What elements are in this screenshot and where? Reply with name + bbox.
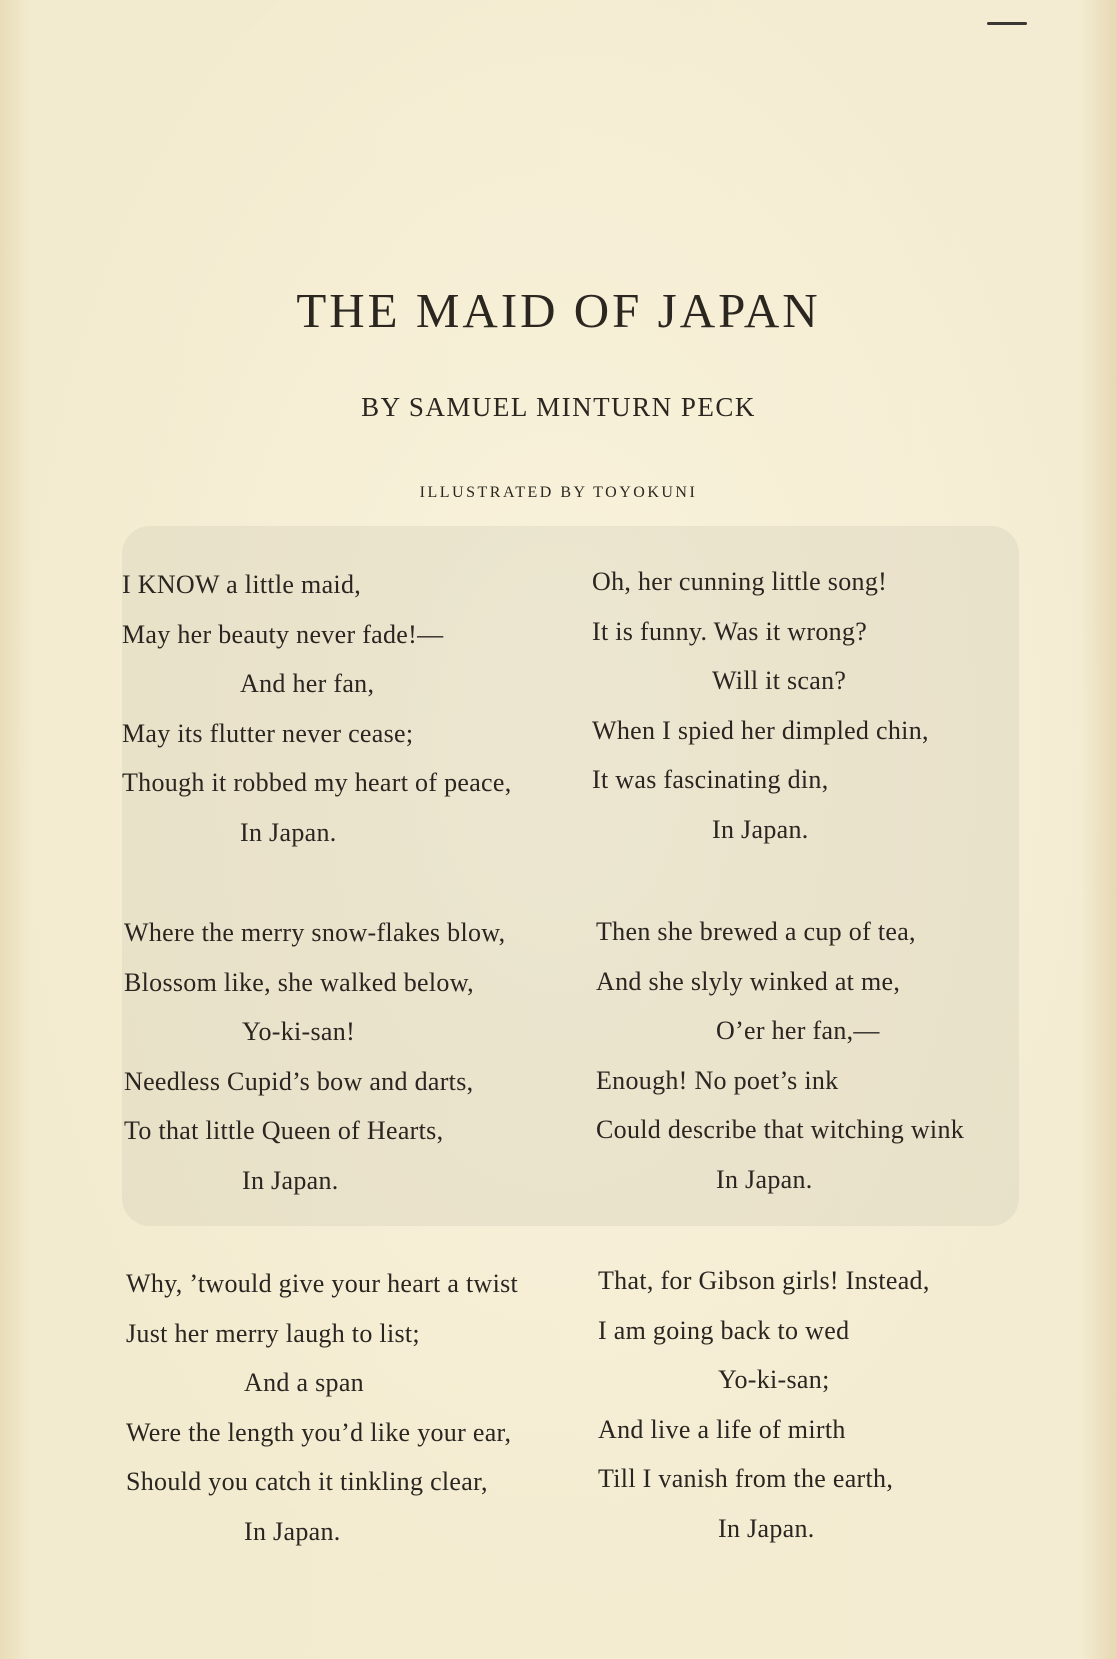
poem-line: Why, ’twould give your heart a twist	[126, 1269, 519, 1298]
poem-line: In Japan.	[244, 1516, 341, 1546]
poem-line: And live a life of mirth	[598, 1414, 846, 1444]
poem-line: It is funny. Was it wrong?	[592, 616, 868, 646]
poem-line: And her fan,	[240, 669, 375, 698]
poem-line: Were the length you’d like your ear,	[126, 1417, 512, 1447]
poem-line: I am going back to wed	[598, 1315, 850, 1345]
poem-line: Will it scan?	[712, 666, 847, 695]
poem-line: Should you catch it tinkling clear,	[126, 1467, 488, 1496]
poem-title: THE MAID OF JAPAN	[296, 283, 821, 338]
stanza-right-1	[592, 557, 1052, 854]
author-byline: BY SAMUEL MINTURN PECK	[361, 392, 756, 422]
poem-line: That, for Gibson girls! Instead,	[598, 1266, 930, 1295]
poem-line: In Japan.	[718, 1513, 815, 1543]
poem-line: Yo-ki-san;	[718, 1365, 830, 1394]
poem-line: And a span	[244, 1368, 364, 1397]
poem-line: Just her merry laugh to list;	[126, 1318, 420, 1348]
poem-line: When I spied her dimpled chin,	[592, 715, 929, 745]
poem-line: Where the merry snow-flakes blow,	[124, 918, 506, 947]
poem-line: Though it robbed my heart of peace,	[122, 768, 512, 797]
stanza-right-2	[596, 907, 1056, 1204]
poem-line: To that little Queen of Hearts,	[124, 1116, 444, 1145]
illustrator-credit: ILLUSTRATED BY TOYOKUNI	[419, 484, 698, 501]
poem-line: In Japan.	[242, 1165, 339, 1195]
poem-line: Needless Cupid’s bow and darts,	[124, 1066, 474, 1096]
stanza-left-2	[124, 908, 584, 1205]
poem-line: May her beauty never fade!—	[122, 619, 444, 649]
poem-line: Till I vanish from the earth,	[598, 1464, 894, 1493]
poem-line: May its flutter never cease;	[122, 718, 414, 748]
poem-line: In Japan.	[716, 1164, 813, 1194]
poem-line: Yo-ki-san!	[242, 1017, 356, 1046]
poem-line: O’er her fan,—	[716, 1016, 880, 1045]
poem-line: Could describe that witching wink	[596, 1115, 965, 1144]
poem-line: In Japan.	[712, 814, 809, 844]
stanza-right-3	[598, 1256, 1058, 1553]
ink-mark	[987, 22, 1027, 25]
poem-line: Enough! No poet’s ink	[596, 1065, 839, 1095]
poem-line: And she slyly winked at me,	[596, 966, 901, 996]
poem-line: Then she brewed a cup of tea,	[596, 917, 916, 946]
poem-line: I KNOW a little maid,	[122, 570, 362, 599]
stanza-left-3	[126, 1259, 586, 1556]
stanza-left-1	[122, 560, 582, 857]
poem-line: Blossom like, she walked below,	[124, 967, 474, 997]
poem-line: In Japan.	[240, 817, 337, 847]
poem-line: It was fascinating din,	[592, 765, 829, 794]
poem-line: Oh, her cunning little song!	[592, 567, 888, 596]
